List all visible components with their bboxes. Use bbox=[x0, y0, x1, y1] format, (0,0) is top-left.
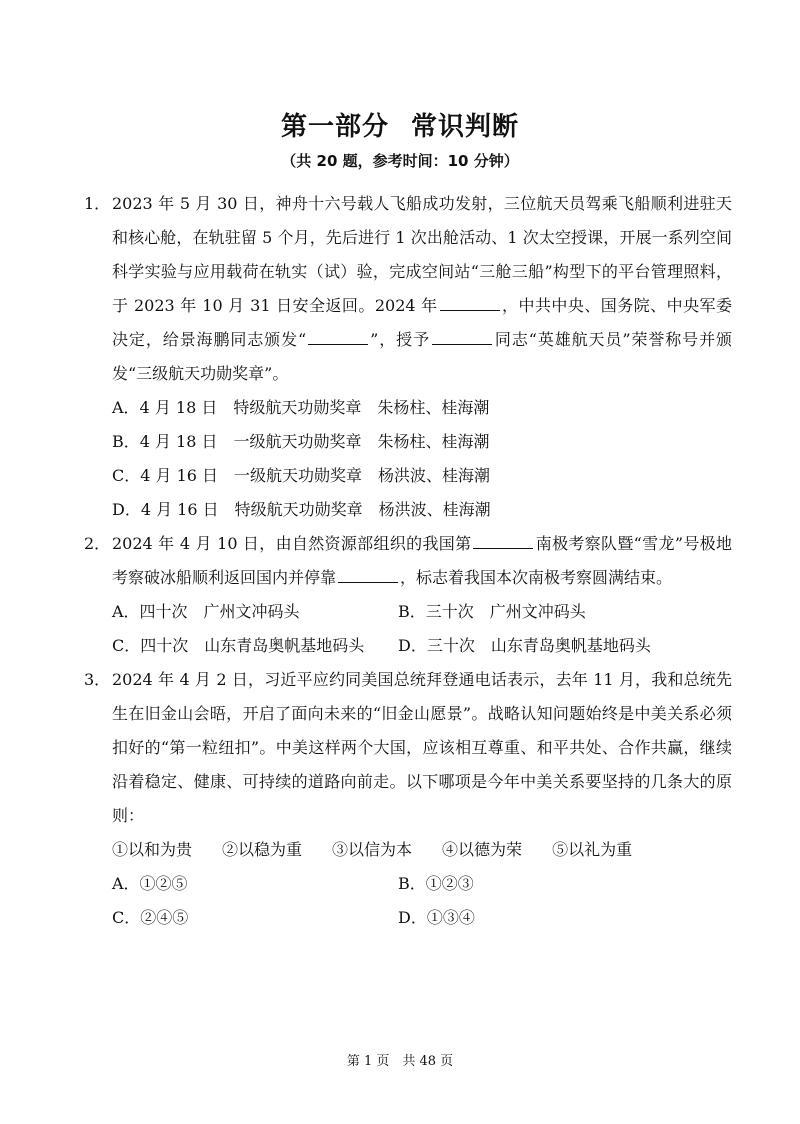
question-number: 1． bbox=[84, 194, 111, 213]
question-text-part: ，中共中央、国务院、中央军委决定，给景海鹏同志颁发“ bbox=[112, 296, 732, 349]
statement-item: ①以和为贵 bbox=[112, 840, 193, 859]
question-text-part: 2023 年 5 月 30 日，神舟十六号载人飞船成功发射，三位航天员驾乘飞船顺利进驻天和核心舱，在轨驻留 5 个月，先后进行 1 次出舱活动、1 次太空授课，开展一系列空间科学实验与应用载荷在轨实（试）验，完成空间站“三舱三船”构型下的平台管理照料，于 2023 年 10 月 31 日安全返回。2024 年 bbox=[112, 194, 732, 315]
question-text-part: 同志“英雄航天员”荣誉称号并颁发“三级航天功勋奖章”。 bbox=[112, 330, 732, 383]
statement-item: ②以稳为重 bbox=[222, 840, 303, 859]
question-text bbox=[112, 187, 732, 391]
option-a[interactable]: A．四十次 广州文冲码头 bbox=[112, 602, 300, 621]
option-a[interactable]: A．4 月 18 日 特级航天功勋奖章 朱杨柱、桂海潮 bbox=[112, 398, 490, 417]
question-text-part: ”，授予 bbox=[370, 330, 430, 349]
question-3 bbox=[84, 663, 732, 935]
options-grid bbox=[112, 867, 732, 935]
statement-item: ④以德为荣 bbox=[442, 840, 523, 859]
option-d[interactable]: D．三十次 山东青岛奥帆基地码头 bbox=[398, 636, 651, 655]
option-d[interactable]: D．4 月 16 日 特级航天功勋奖章 杨洪波、桂海潮 bbox=[112, 500, 491, 519]
question-number: 2． bbox=[84, 534, 111, 553]
questions-area bbox=[84, 187, 732, 935]
question-text bbox=[112, 527, 732, 595]
section-part: 第一部分 bbox=[280, 112, 389, 142]
options-grid bbox=[112, 595, 732, 663]
section-title bbox=[0, 106, 800, 143]
option-b[interactable]: B．4 月 18 日 一级航天功勋奖章 朱杨柱、桂海潮 bbox=[112, 432, 490, 451]
option-c[interactable]: C．②④⑤ bbox=[112, 908, 189, 927]
option-c[interactable]: C．四十次 山东青岛奥帆基地码头 bbox=[112, 636, 365, 655]
answer-blank bbox=[432, 326, 492, 345]
answer-blank bbox=[473, 530, 533, 549]
option-a[interactable]: A．①②⑤ bbox=[112, 874, 188, 893]
section-subject: 常识判断 bbox=[411, 112, 520, 142]
statement-item: ⑤以礼为重 bbox=[552, 840, 633, 859]
option-b[interactable]: B．三十次 广州文冲码头 bbox=[398, 602, 586, 621]
question-text: 2024 年 4 月 2 日，习近平应约同美国总统拜登通电话表示，去年 11 月，我和总统先生在旧金山会晤，开启了面向未来的“旧金山愿景”。战略认知问题始终是中美关系必须扣好的“第一粒纽扣”。中美这样两个大国，应该相互尊重、和平共处、合作共赢，继续沿着稳定、健康、可持续的道路向前走。以下哪项是今年中美关系要坚持的几条大的原则： bbox=[112, 670, 732, 825]
answer-blank bbox=[338, 564, 398, 583]
option-b[interactable]: B．①②③ bbox=[398, 874, 474, 893]
question-text-part: 2024 年 4 月 10 日，由自然资源部组织的我国第 bbox=[112, 534, 472, 553]
question-number: 3． bbox=[84, 670, 111, 689]
page-footer: 第 1 页 共 48 页 bbox=[346, 1054, 454, 1069]
question-2 bbox=[84, 527, 732, 663]
statement-item: ③以信为本 bbox=[332, 840, 413, 859]
option-c[interactable]: C．4 月 16 日 一级航天功勋奖章 杨洪波、桂海潮 bbox=[112, 466, 491, 485]
question-text-part: ，标志着我国本次南极考察圆满结束。 bbox=[400, 568, 673, 587]
options-list bbox=[112, 391, 732, 527]
question-text-part: 南极考察队暨“雪龙”号极地考察破冰船顺利返回国内并停靠 bbox=[112, 534, 732, 587]
answer-blank bbox=[440, 292, 500, 311]
answer-blank bbox=[308, 326, 368, 345]
option-d[interactable]: D．①③④ bbox=[398, 908, 475, 927]
section-subtitle: （共 20 题，参考时间：10 分钟） bbox=[281, 152, 519, 170]
statements-list bbox=[112, 833, 732, 867]
question-1 bbox=[84, 187, 732, 527]
